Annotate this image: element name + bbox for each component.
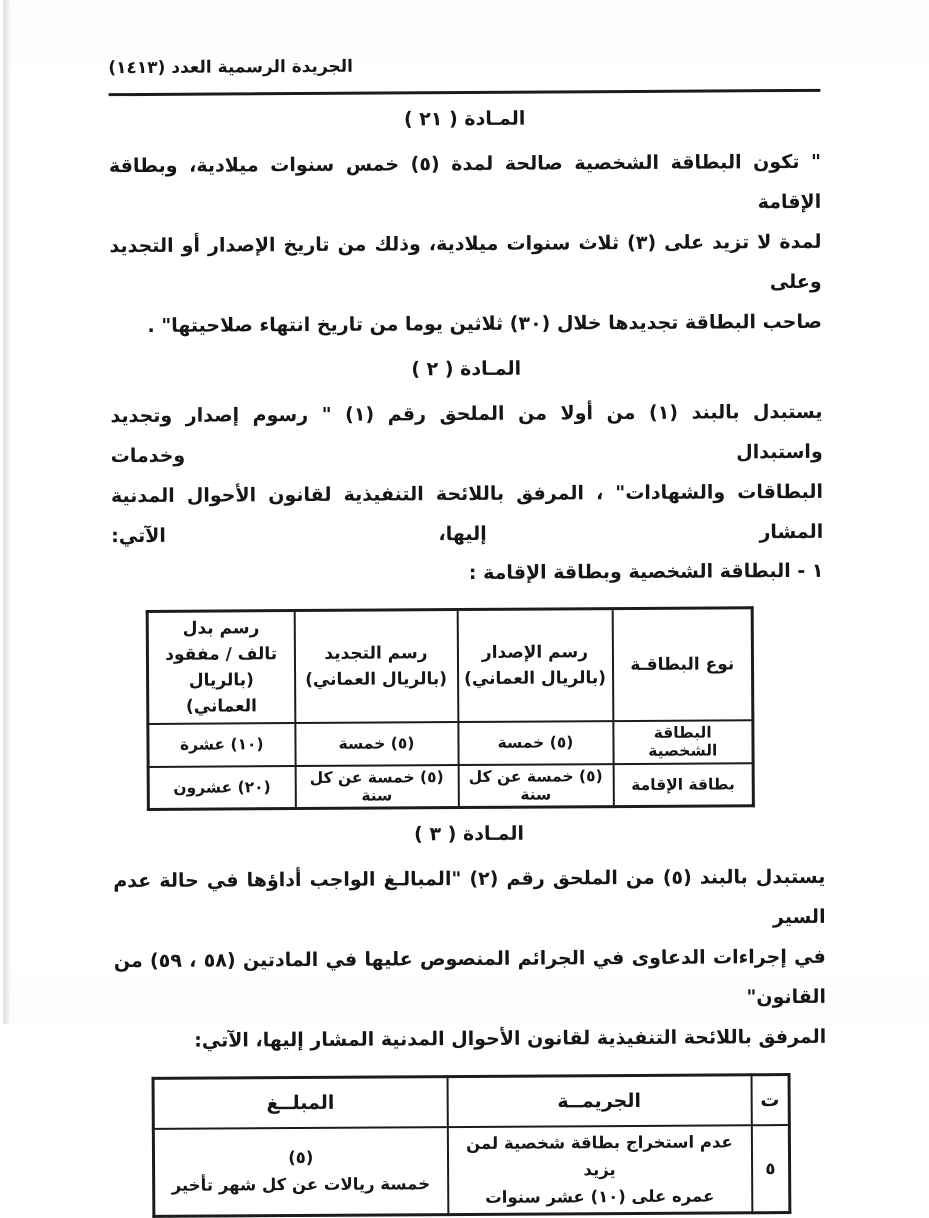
fees-header-card-type-label: نوع البطاقـة	[630, 654, 735, 675]
scanned-gazette-page	[3, 0, 929, 1207]
penalties-cell-amount	[153, 1127, 448, 1216]
fees-header-issuance-line2: (بالريال العماني)	[464, 667, 607, 689]
fees-cell-issuance: (٥) خمسة	[458, 721, 613, 765]
article-21-line-2: لمدة لا تزيد على (٣) ثلاث سنوات ميلادية، وذلك من تاريخ الإصدار أو التجديد وعلى	[109, 230, 822, 294]
fees-table	[146, 606, 755, 811]
fees-header-renewal-line1: رسم التجديد	[324, 642, 428, 664]
article-21-title: المـادة ( ٢١ )	[403, 107, 526, 131]
fees-cell-card-type: البطاقة الشخصية	[613, 720, 753, 764]
penalties-table-header-row	[153, 1075, 789, 1129]
penalties-header-amount: المبلــغ	[153, 1077, 447, 1129]
article-2-line-1: يستبدل بالبند (١) من أولا من الملحق رقم (١) " رسوم إصدار وتجديد واستبدال وخدمات	[110, 400, 823, 468]
fees-header-replacement-line3: (بالريال العماني)	[185, 670, 258, 717]
penalties-cell-crime	[447, 1125, 752, 1214]
fees-cell-renewal: (٥) خمسة	[295, 722, 458, 766]
penalties-header-crime: الجريمــة	[447, 1075, 751, 1127]
fees-section-heading: ١ - البطاقة الشخصية وبطاقة الإقامة :	[468, 559, 824, 584]
fees-cell-issuance: (٥) خمسة عن كل سنة	[458, 764, 613, 808]
article-3-line-3: المرفق باللائحة التنفيذية لقانون الأحوال المدنية المشار إليها، الآتي:	[194, 1025, 827, 1052]
article-2-line-2: البطاقات والشهادات" ، المرفق باللائحة التنفيذية لقانون الأحوال المدنية المشار إليها، الآتي:	[110, 480, 824, 548]
fees-header-replacement-line1: رسم بدل	[182, 618, 260, 639]
penalties-amount-line2: خمسة ريالات عن كل شهر تأخير	[171, 1174, 431, 1195]
article-3-paragraph	[113, 857, 826, 1061]
fees-cell-replacement: (٢٠) عشرون	[148, 766, 295, 810]
fees-header-issuance-fee	[457, 609, 613, 722]
fees-cell-card-type: بطاقة الإقامة	[613, 763, 753, 807]
article-3-line-2: في إجراءات الدعاوى في الجرائم المنصوص عليها في المادتين (٥٨ ، ٥٩) من القانون"	[113, 945, 827, 1009]
penalties-header-number: ت	[751, 1075, 789, 1125]
fees-header-renewal-line2: (بالريال العماني)	[305, 668, 448, 690]
fees-table-row-personal-card	[148, 720, 753, 767]
fees-header-replacement-fee	[147, 611, 295, 724]
article-2-title: المـادة ( ٢ )	[411, 357, 522, 381]
header-rule	[109, 89, 821, 96]
penalties-table-row	[153, 1125, 790, 1216]
article-2-paragraph	[110, 392, 823, 556]
penalties-amount-line1: (٥)	[288, 1147, 314, 1168]
fees-cell-replacement: (١٠) عشرة	[148, 723, 295, 767]
article-3-line-1: يستبدل بالبند (٥) من الملحق رقم (٢) "المبالـغ الواجب أداؤها في حالة عدم السير	[113, 865, 826, 929]
fees-cell-renewal: (٥) خمسة عن كل سنة	[295, 765, 458, 809]
fees-header-issuance-line1: رسم الإصدار	[481, 642, 589, 663]
article-21-line-1: " تكون البطاقة الشخصية صالحة لمدة (٥) خمس سنوات ميلادية، وبطاقة الإقامة	[108, 150, 822, 214]
fees-header-card-type	[612, 608, 753, 721]
article-21-paragraph	[109, 142, 822, 346]
fees-header-renewal-fee	[294, 610, 458, 723]
penalties-table	[152, 1073, 792, 1217]
fees-table-header-row	[147, 608, 753, 724]
article-3-title: المـادة ( ٣ )	[414, 822, 525, 846]
gazette-header-title: الجريدة الرسمية العدد (١٤١٣)	[108, 56, 354, 79]
penalties-cell-number: ٥	[751, 1125, 790, 1213]
penalties-crime-line1: عدم استخراج بطاقة شخصية لمن يزيد	[466, 1131, 733, 1179]
article-21-line-3: صاحب البطاقة تجديدها خلال (٣٠) ثلاثين يوما من تاريخ انتهاء صلاحيتها" .	[147, 310, 822, 337]
penalties-crime-line2: عمره على (١٠) عشر سنوات	[485, 1185, 715, 1207]
fees-table-row-residence-card	[148, 763, 753, 810]
fees-header-replacement-line2: تالف / مفقود	[165, 643, 278, 665]
